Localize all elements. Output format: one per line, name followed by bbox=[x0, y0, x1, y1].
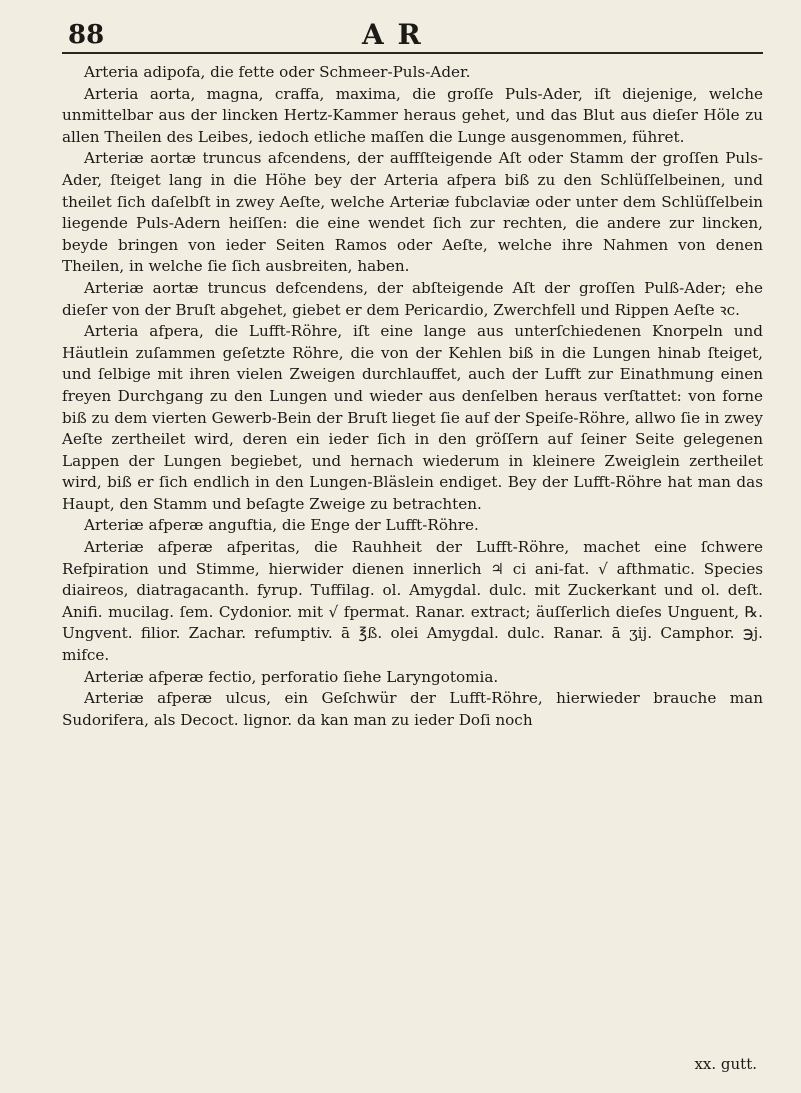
entry-arteria-afpera: Arteria afpera, die Lufft-Röhre, iſt eine lange aus unterſchiedenen Knorpeln und Häutlein zuſammen geſetzte Röhre, die von der Kehlen biß in die Lungen hinab ſteiget, und ſelbige mit ihren vielen Zweigen durchlauffet, auch der Lufft zur Einathmung einen freyen Durchgang zu den Lungen und wieder aus denſelben heraus verſtattet: von forne biß zu dem vierten Gewerb-Bein der Bruſt lieget ſie auf der Speiſe-Röhre, allwo ſie in zwey Aeſte zertheilet wird, deren ein ieder ſich in den gröſſern auf ſeiner Seite gelegenen Lappen der Lungen begiebet, und hernach wiederum in kleinere Zweiglein zertheilet wird, biß er ſich endlich in den Lungen-Bläslein endiget. Bey der Lufft-Röhre hat man das Haupt, den Stamm und beſagte Zweige zu betrachten. bbox=[62, 322, 763, 513]
entry-afpera-ulcus: Arteriæ afperæ ulcus, ein Geſchwür der Lufft-Röhre, hierwieder brauche man Sudorifera, als Decoct. lignor. da kan man zu ieder Doſi noch bbox=[62, 689, 763, 729]
page-number: 88 bbox=[68, 20, 105, 50]
entry-arteria-adipofa: Arteria adipofa, die fette oder Schmeer-Puls-Ader. bbox=[84, 63, 471, 81]
entry-aorta-truncus-afcendens: Arteriæ aortæ truncus afcendens, der auffſteigende Aſt oder Stamm der groſſen Puls-Ader, ſteiget lang in die Höhe bey der Arteria afpera biß zu den Schlüſſelbeinen, und theilet ſich daſelbſt in zwey Aeſte, welche Arteriæ fubclaviæ oder unter dem Schlüſſelbein liegende Puls-Adern heiſſen: die eine wendet ſich zur rechten, die andere zur lincken, beyde bringen von ieder Seiten Ramos oder Aeſte, welche ihre Nahmen von denen Theilen, in welche ſie ſich ausbreiten, haben. bbox=[62, 149, 763, 276]
entry-afpera-anguftia: Arteriæ afperæ anguftia, die Enge der Lufft-Röhre. bbox=[84, 516, 479, 535]
entry-aorta-truncus-defcendens: Arteriæ aortæ truncus defcendens, der abſteigende Aſt der groſſen Pulß-Ader; ehe dieſer von der Bruſt abgehet, giebet er dem Pericardio, Zwerchfell und Rippen Aeſte ꝛc. bbox=[62, 278, 763, 319]
entry-afpera-afperitas: Arteriæ afperæ afperitas, die Rauhheit der Lufft-Röhre, machet eine ſchwere Refpiration und Stimme, hierwider dienen innerlich ♃ ci ani-fat. √ afthmatic. Species diaireos, diatragacanth. fyrup. Tuffilag. ol. Amygdal. dulc. mit Zuckerkant und ol. deſt. Anifi. mucilag. ſem. Cydonior. mit √ fpermat. Ranar. extract; äuſſerlich dieſes Unguent, ℞. Ungvent. filior. Zachar. refumptiv. ā ℥ß. olei Amygdal. dulc. Ranar. ā ʒij. Camphor. ℈j. mifce. bbox=[62, 538, 763, 665]
entry-arteria-aorta: Arteria aorta, magna, craffa, maxima, die groſſe Puls-Ader, iſt diejenige, welche unmittelbar aus der lincken Hertz-Kammer heraus gehet, und das Blut aus dieſer Höle zu allen Theilen des Leibes, iedoch etliche maſſen die Lunge ausgenommen, führet. bbox=[62, 84, 763, 146]
running-head: A R bbox=[362, 18, 423, 51]
catchword: xx. gutt. bbox=[694, 1055, 757, 1073]
page-header bbox=[62, 16, 763, 54]
entry-afpera-fectio: Arteriæ afperæ fectio, perforatio ſiehe Laryngotomia. bbox=[84, 667, 499, 686]
dictionary-entries bbox=[62, 62, 763, 731]
